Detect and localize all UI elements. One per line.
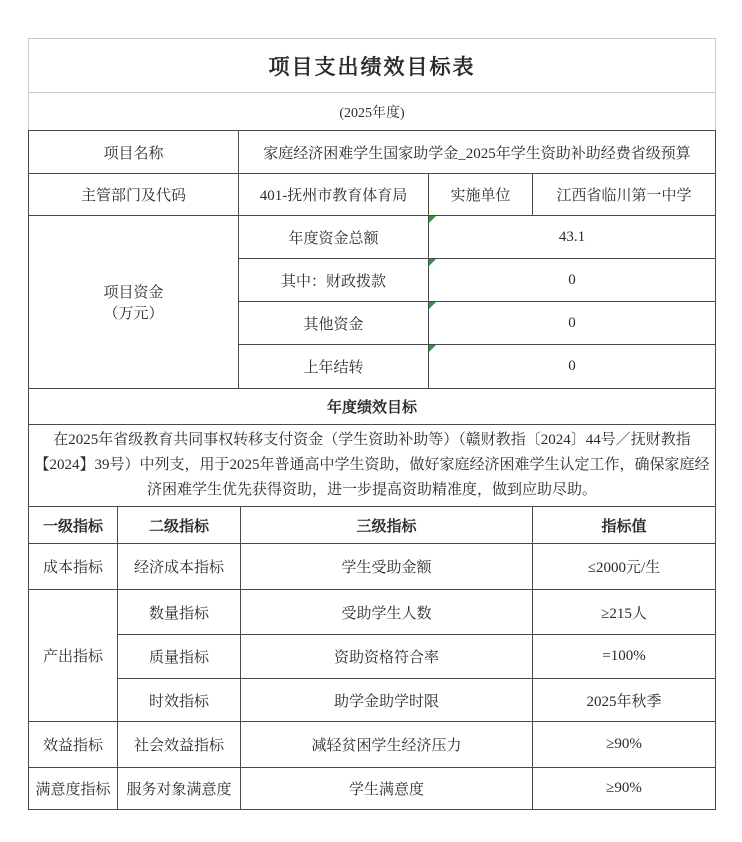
funding-row-fiscal — [239, 259, 715, 302]
benefit-level2: 社会效益指标 — [118, 722, 241, 767]
funding-carryover-value-cell — [429, 345, 715, 388]
cost-value: ≤2000元/生 — [587, 560, 661, 576]
output-row-timeliness — [118, 679, 715, 721]
output-quality-level3: 资助资格符合率 — [241, 635, 533, 678]
cell-flag-icon — [429, 302, 436, 309]
funding-carryover-value: 0 — [568, 358, 576, 374]
funding-rows — [239, 216, 715, 388]
output-level1: 产出指标 — [29, 590, 118, 721]
implement-unit-label: 实施单位 — [429, 174, 533, 215]
funding-group-label — [29, 216, 239, 388]
project-name-value: 家庭经济困难学生国家助学金_2025年学生资助补助经费省级预算 — [263, 145, 691, 162]
cell-flag-icon — [429, 259, 436, 266]
page-subtitle: (2025年度) — [339, 105, 405, 121]
title-block — [28, 38, 716, 131]
output-quantity-level2: 数量指标 — [118, 590, 241, 634]
cost-level3: 学生受助金额 — [241, 544, 533, 589]
department-label: 主管部门及代码 — [29, 174, 239, 215]
satisfaction-indicator-row — [29, 768, 715, 809]
header-level2: 二级指标 — [118, 507, 241, 543]
output-quantity-level3: 受助学生人数 — [241, 590, 533, 634]
annual-goal-row — [29, 425, 715, 507]
performance-target-table — [28, 38, 716, 810]
funding-fiscal-value-cell — [429, 259, 715, 301]
output-indicator-block — [29, 590, 715, 722]
project-name-label: 项目名称 — [29, 131, 239, 173]
satisfaction-level1: 满意度指标 — [29, 768, 118, 809]
cell-flag-icon — [429, 345, 436, 352]
header-level3: 三级指标 — [241, 507, 533, 543]
funding-fiscal-value: 0 — [568, 271, 576, 288]
header-level1: 一级指标 — [29, 507, 118, 543]
output-row-quality — [118, 635, 715, 679]
benefit-level1: 效益指标 — [29, 722, 118, 767]
output-quality-level2: 质量指标 — [118, 635, 241, 678]
funding-total-value: 43.1 — [558, 228, 586, 245]
funding-row-carryover — [239, 345, 715, 388]
output-quantity-value: ≥215人 — [601, 605, 647, 622]
funding-total-value-cell — [429, 216, 715, 258]
funding-row-total — [239, 216, 715, 259]
project-name-row — [29, 131, 715, 174]
annual-goal-header: 年度绩效目标 — [29, 389, 715, 425]
table-body — [28, 130, 716, 810]
implement-unit-value: 江西省临川第一中学 — [556, 188, 692, 204]
funding-other-value: 0 — [568, 314, 576, 331]
funding-label-line2: （万元） — [103, 306, 164, 322]
cell-flag-icon — [429, 216, 436, 223]
benefit-level3: 减轻贫困学生经济压力 — [241, 722, 533, 767]
satisfaction-level2: 服务对象满意度 — [118, 768, 241, 809]
output-rows — [118, 590, 715, 721]
funding-other-value-cell — [429, 302, 715, 344]
satisfaction-value: ≥90% — [606, 780, 642, 796]
cost-level1: 成本指标 — [29, 544, 118, 589]
funding-other-label: 其他资金 — [239, 302, 429, 344]
header-value: 指标值 — [601, 518, 647, 535]
output-timeliness-level3: 助学金助学时限 — [241, 679, 533, 721]
benefit-value: ≥90% — [606, 736, 642, 752]
output-timeliness-value: 2025年秋季 — [586, 693, 662, 710]
cost-indicator-row — [29, 544, 715, 590]
page-title: 项目支出绩效目标表 — [29, 39, 715, 93]
funding-total-label: 年度资金总额 — [239, 216, 429, 258]
satisfaction-level3: 学生满意度 — [241, 768, 533, 809]
department-value: 401-抚州市教育体育局 — [239, 174, 429, 215]
output-timeliness-level2: 时效指标 — [118, 679, 241, 721]
output-row-quantity — [118, 590, 715, 635]
funding-carryover-label: 上年结转 — [239, 345, 429, 388]
annual-goal-text: 在2025年省级教育共同事权转移支付资金（学生资助补助等）（赣财教指〔2024〕44号／抚财教指【2024】39号）中列支，用于2025年普通高中学生资助，做好家庭经济困难学生认定工作，确保家庭经济困难学生优先获得资助，进一步提高资助精准度，做到应助尽助。 — [34, 432, 710, 498]
benefit-indicator-row — [29, 722, 715, 768]
cost-level2: 经济成本指标 — [118, 544, 241, 589]
funding-fiscal-label: 其中：财政拨款 — [239, 259, 429, 301]
output-quality-value: =100% — [602, 648, 646, 664]
funding-row-other — [239, 302, 715, 345]
department-row — [29, 174, 715, 216]
funding-label-line1: 项目资金 — [103, 285, 164, 301]
indicator-header-row — [29, 507, 715, 544]
funding-block — [29, 216, 715, 389]
